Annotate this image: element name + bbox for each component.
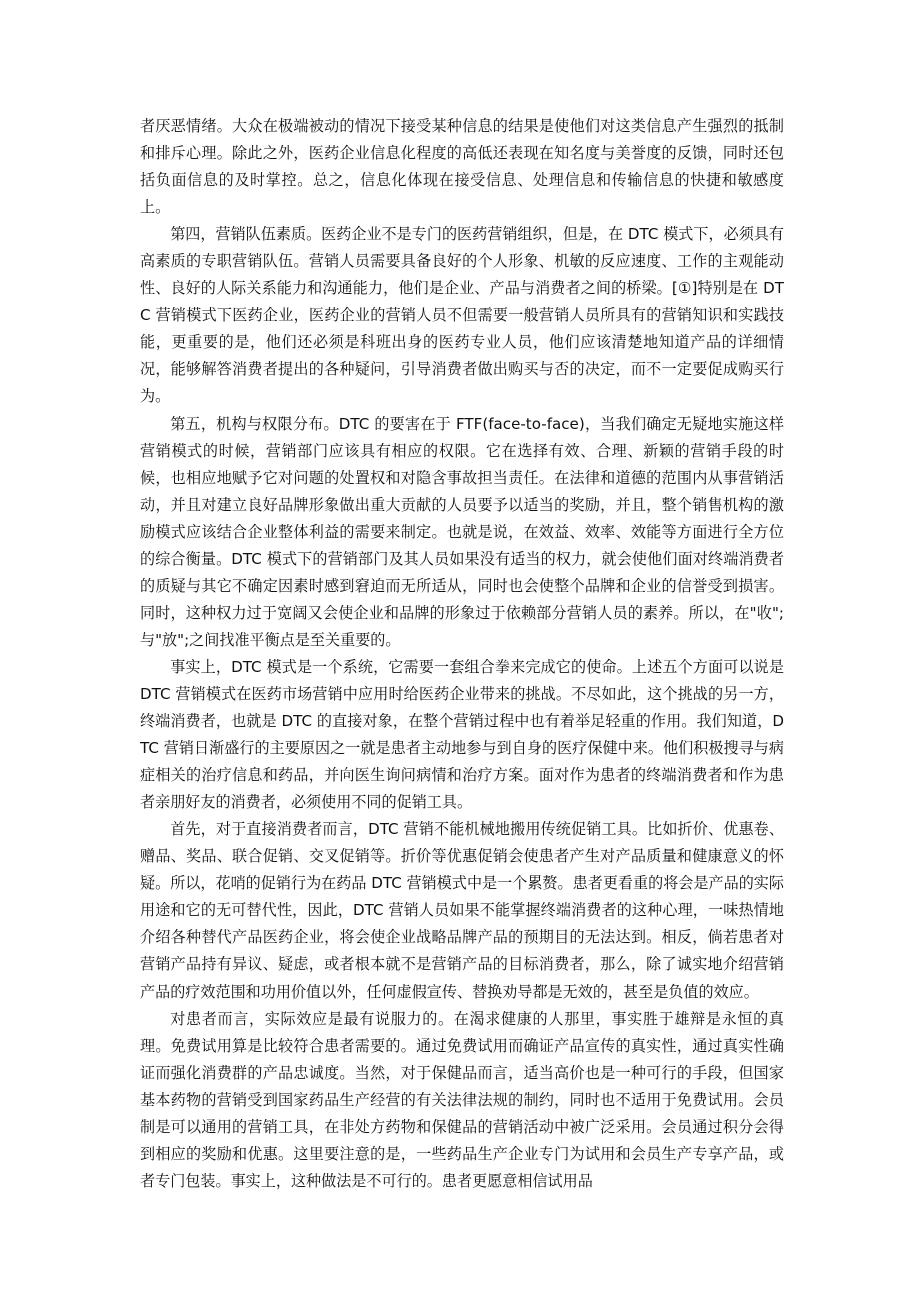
paragraph-3: 第五，机构与权限分布。DTC 的要害在于 FTF(face-to-face)，当我们确定无疑地实施这样营销模式的时候，营销部门应该具有相应的权限。它在选择有效、合理、新颖的营销手段的时候，也相应地赋予它对问题的处置权和对隐含事故担当责任。在法律和道德的范围内从事营销活动，并且对建立良好品牌形象做出重大贡献的人员要予以适当的奖励，并且，整个销售机构的激励模式应该结合企业整体利益的需要来制定。也就是说，在效益、效率、效能等方面进行全方位的综合衡量。DTC 模式下的营销部门及其人员如果没有适当的权力，就会使他们面对终端消费者的质疑与其它不确定因素时感到窘迫而无所适从，同时也会使整个品牌和企业的信誉受到损害。同时，这种权力过于宽阔又会使企业和品牌的形象过于依赖部分营销人员的素养。所以，在"收";与"放";之间找准平衡点是至关重要的。 <box>140 414 784 649</box>
paragraph-5: 首先，对于直接消费者而言，DTC 营销不能机械地搬用传统促销工具。比如折价、优惠卷、赠品、奖品、联合促销、交叉促销等。折价等优惠促销会使患者产生对产品质量和健康意义的怀疑。所以，花哨的促销行为在药品 DTC 营销模式中是一个累赘。患者更看重的将会是产品的实际用途和它的无可替代性，因此，DTC 营销人员如果不能掌握终端消费者的这种心理，一味热情地介绍各种替代产品医药企业，将会使企业战略品牌产品的预期目的无法达到。相反，倘若患者对营销产品持有异议、疑虑，或者根本就不是营销产品的目标消费者，那么，除了诚实地介绍营销产品的疗效范围和功用价值以外，任何虚假宣传、替换劝导都是无效的，甚至是负值的效应。 <box>140 820 784 1001</box>
paragraph-2: 第四，营销队伍素质。医药企业不是专门的医药营销组织，但是，在 DTC 模式下，必须具有高素质的专职营销队伍。营销人员需要具备良好的个人形象、机敏的反应速度、工作的主观能动性、良好的人际关系能力和沟通能力，他们是企业、产品与消费者之间的桥梁。[①]特别是在 DTC 营销模式下医药企业，医药企业的营销人员不但需要一般营销人员所具有的营销知识和实践技能，更重要的是，他们还必须是科班出身的医药专业人员，他们应该清楚地知道产品的详细情况，能够解答消费者提出的各种疑问，引导消费者做出购买与否的决定，而不一定要促成购买行为。 <box>140 225 784 406</box>
paragraph-6: 对患者而言，实际效应是最有说服力的。在渴求健康的人那里，事实胜于雄辩是永恒的真理。免费试用算是比较符合患者需要的。通过免费试用而确证产品宣传的真实性，通过真实性确证而强化消费群的产品忠诚度。当然，对于保健品而言，适当高价也是一种可行的手段，但国家基本药物的营销受到国家药品生产经营的有关法律法规的制约，同时也不适用于免费试用。会员制是可以通用的营销工具，在非处方药物和保健品的营销活动中被广泛采用。会员通过积分会得到相应的奖励和优惠。这里要注意的是，一些药品生产企业专门为试用和会员生产专享产品，或者专门包装。事实上，这种做法是不可行的。患者更愿意相信试用品 <box>140 1009 784 1190</box>
paragraph-1: 者厌恶情绪。大众在极端被动的情况下接受某种信息的结果是使他们对这类信息产生强烈的抵制和排斥心理。除此之外，医药企业信息化程度的高低还表现在知名度与美誉度的反馈，同时还包括负面信息的及时掌控。总之，信息化体现在接受信息、处理信息和传输信息的快捷和敏感度上。 <box>140 117 784 217</box>
document-body <box>140 113 784 1195</box>
paragraph-4: 事实上，DTC 模式是一个系统，它需要一套组合拳来完成它的使命。上述五个方面可以说是 DTC 营销模式在医药市场营销中应用时给医药企业带来的挑战。不尽如此，这个挑战的另一方，终端消费者，也就是 DTC 的直接对象，在整个营销过程中也有着举足轻重的作用。我们知道，DTC 营销日渐盛行的主要原因之一就是患者主动地参与到自身的医疗保健中来。他们积极搜寻与病症相关的治疗信息和药品，并向医生询问病情和治疗方案。面对作为患者的终端消费者和作为患者亲朋好友的消费者，必须使用不同的促销工具。 <box>140 657 784 812</box>
